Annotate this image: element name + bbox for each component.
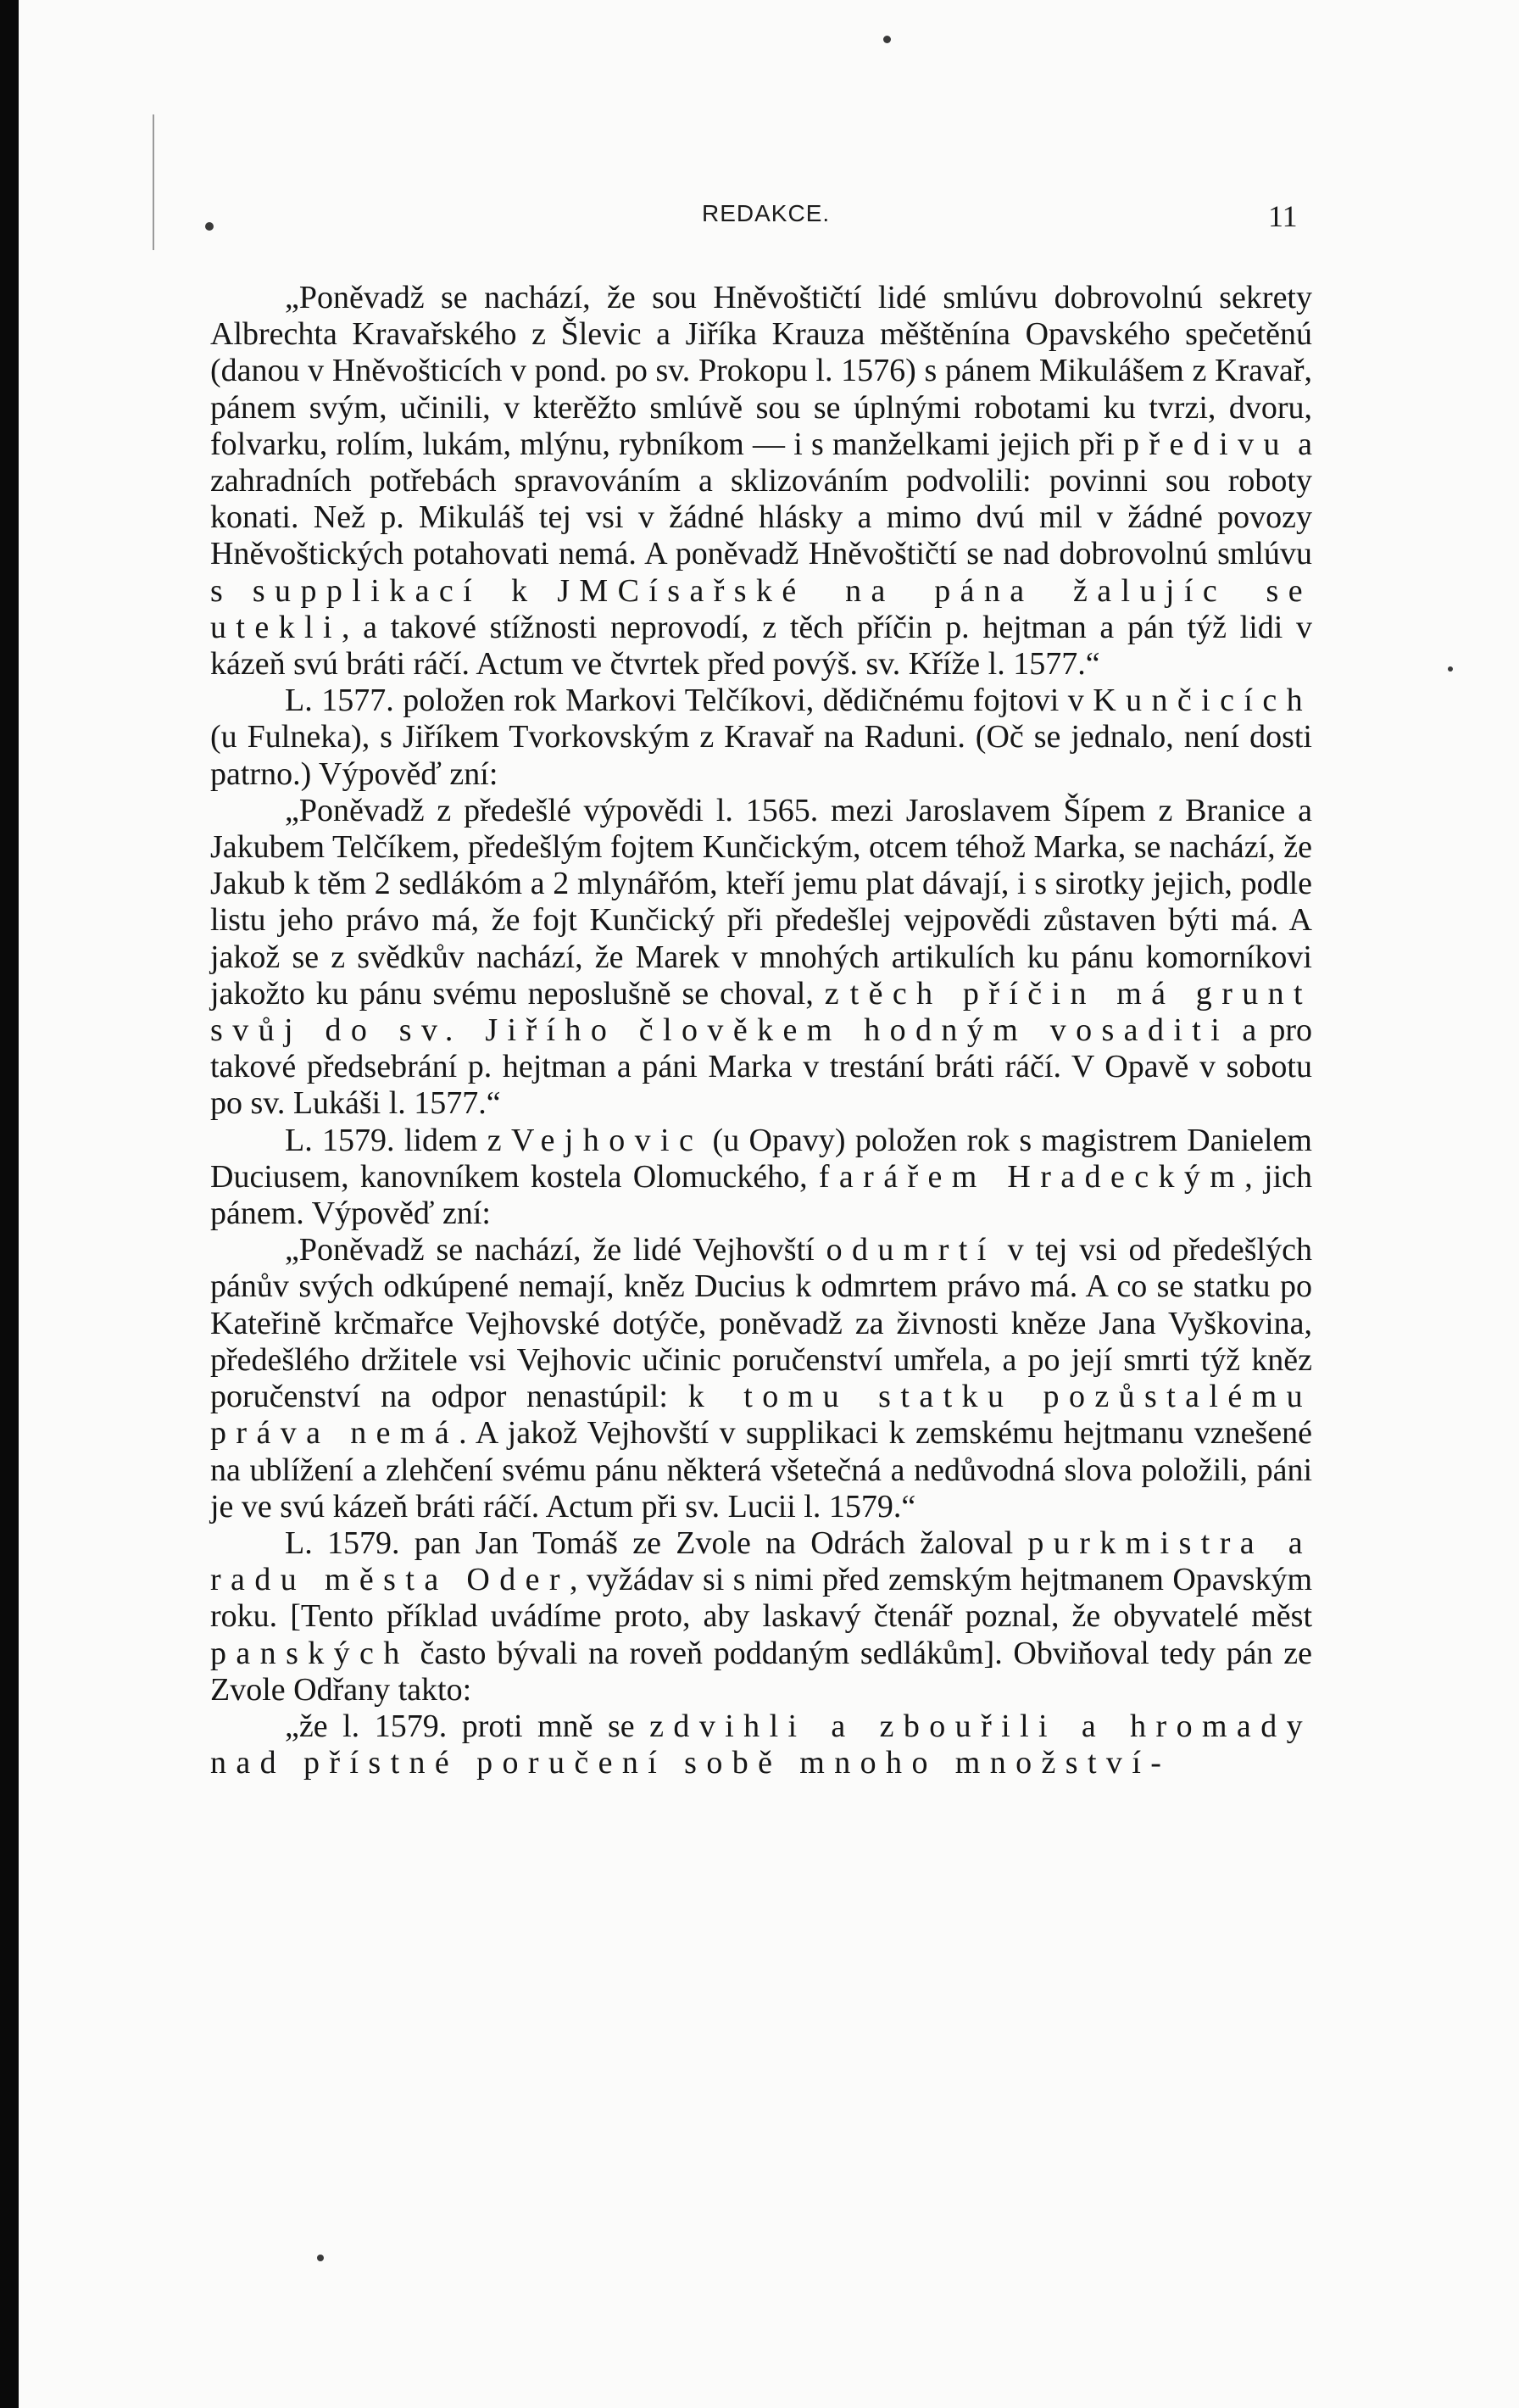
spaced-emphasis: zdvihli a zbouřili a hromady nad přístné poručení sobě mnoho množství-	[210, 1708, 1312, 1781]
spaced-emphasis: k tomu statku pozůstalému práva nemá	[210, 1379, 1312, 1452]
text-run: „Poněvadž se nachází, že lidé Vejhovští	[285, 1232, 826, 1268]
spaced-emphasis: panských	[210, 1635, 409, 1671]
paragraph	[210, 1123, 1312, 1233]
running-title: REDAKCE.	[702, 200, 831, 226]
text-run: „Poněvadž z předešlé výpovědi l. 1565. mezi Jaroslavem Šípem z Branice a Jakubem Telčíkem, předešlým fojtem Kunčickým, otcem téhož Marka, se nachází, že Jakub k těm 2 sedlákóm a 2 mlynářóm, kteří jemu plat dávají, i s sirotky jejich, podle listu jeho právo má, že fojt Kunčický při předešlej vejpovědi zůstaven býti má. A jakož se z svědkův nachází, že Marek v mnohých artikulích ku pánu komorníkovi jakožto ku pánu svému neposlušně se choval, z	[210, 792, 1312, 1012]
scan-speck	[317, 2255, 324, 2261]
spaced-emphasis: supplikací	[252, 572, 482, 609]
paragraph	[210, 280, 1312, 683]
text-run: často bývali na roveň poddaným sedlákům]. Obviňoval tedy pán ze Zvole Odřany takto:	[210, 1635, 1312, 1708]
text-run: L. 1577. položen rok Markovi Telčíkovi, dědičnému fojtovi v	[285, 683, 1093, 719]
spaced-emphasis: farářem Hradeckým	[818, 1158, 1245, 1195]
spaced-emphasis: JMCísařské na pána žalujíc se utekli	[210, 572, 1312, 645]
text-run: L. 1579. pan Jan Tomáš ze Zvole na Odrách žaloval	[285, 1525, 1028, 1561]
text-run: a pro takové předsebrání p. hejtman a páni Marka v trestání bráti ráčí. V Opavě v sobotu po sv. Lukáši l. 1577.“	[210, 1012, 1312, 1122]
text-run: a zahradních potřebách spravováním a sklizováním podvolili: povinni sou roboty konati. Než p. Mikuláš tej vsi v žádné hlásky a mimo dvú mil v žádné povozy Hněvoštických potahovati nemá. A poněvadž Hněvoštičtí se nad dobrovolnú smlúvu s	[210, 426, 1312, 609]
text-run: , jich pánem. Výpověď zní:	[210, 1158, 1312, 1232]
paragraph	[210, 1708, 1312, 1781]
spaced-emphasis: Vejhovic	[510, 1122, 704, 1158]
spaced-emphasis: purkmistra a radu města Oder	[210, 1525, 1312, 1598]
text-run: . A jakož Vejhovští v supplikaci k zemskému hejtmanu vznešené na ublížení a zlehčení svému pánu některá všetečná a nedůvodná slova položili, páni je ve svú kázeň bráti ráčí. Actum při sv. Lucii l. 1579.“	[210, 1415, 1312, 1525]
text-run: „že l. 1579. proti mně se	[285, 1708, 650, 1744]
book-page	[19, 0, 1519, 2408]
spaced-emphasis: odumrtí	[826, 1232, 996, 1268]
page-number: 11	[1268, 199, 1298, 233]
text-run: „Poněvadž se nachází, že sou Hněvoštičtí lidé smlúvu dobrovolnú sekrety Albrechta Kravařského z Šlevic a Jiříka Krauza měštěnína Opavského spečetěnú (danou v Hněvošticích v pond. po sv. Prokopu l. 1576) s pánem Mikulášem z Kravař, pánem svým, učinili, v kterěžto smlúvě sou se úplnými robotami ku tvrzi, dvoru, folvarku, rolím, lukám, mlýnu, rybníkom — i s manželkami jejich při	[210, 280, 1312, 462]
body-text	[210, 280, 1312, 1781]
scan-speck	[1448, 666, 1453, 672]
paragraph	[210, 1525, 1312, 1708]
spaced-emphasis: předivu	[1123, 426, 1289, 462]
text-run: k	[481, 572, 558, 609]
spaced-emphasis: těch příčin má grunt svůj do sv. Jiřího člověkem hodným vosaditi	[210, 975, 1313, 1049]
paragraph	[210, 1232, 1312, 1525]
scan-speck	[883, 36, 891, 43]
text-run: , vyžádav si s nimi před zemským hejtmanem Opavským roku. [Tento příklad uvádíme proto, aby laskavý čtenář poznal, že obyvatelé měst	[210, 1562, 1313, 1635]
paragraph	[210, 793, 1312, 1123]
paragraph	[210, 683, 1312, 793]
text-run: v tej vsi od předešlých pánův svých odkúpené nemají, kněz Ducius k odmrtem právo má. A co se statku po Kateřině krčmařce Vejhovské dotýče, poněvadž za živnosti kněze Jana Vyškovina, předešlého držitele vsi Vejhovic učinic poručenství umřela, a po její smrti týž kněz poručenství na odpor nenastúpil:	[210, 1232, 1312, 1415]
text-run: L. 1579. lidem z	[285, 1122, 511, 1158]
spaced-emphasis: Kunčicích	[1093, 683, 1312, 719]
text-run: (u Opavy) položen rok s magistrem Danielem Duciusem, kanovníkem kostela Olomuckého,	[210, 1122, 1312, 1195]
text-run: (u Fulneka), s Jiříkem Tvorkovským z Kravař na Raduni. (Oč se jednalo, není dosti patrno.) Výpověď zní:	[210, 719, 1312, 792]
running-head	[19, 198, 1519, 232]
text-run: , a takové stížnosti neprovodí, z těch příčin p. hejtman a pán týž lidi v kázeň svú bráti ráčí. Actum ve čtvrtek před povýš. sv. Kříže l. 1577.“	[210, 609, 1312, 683]
